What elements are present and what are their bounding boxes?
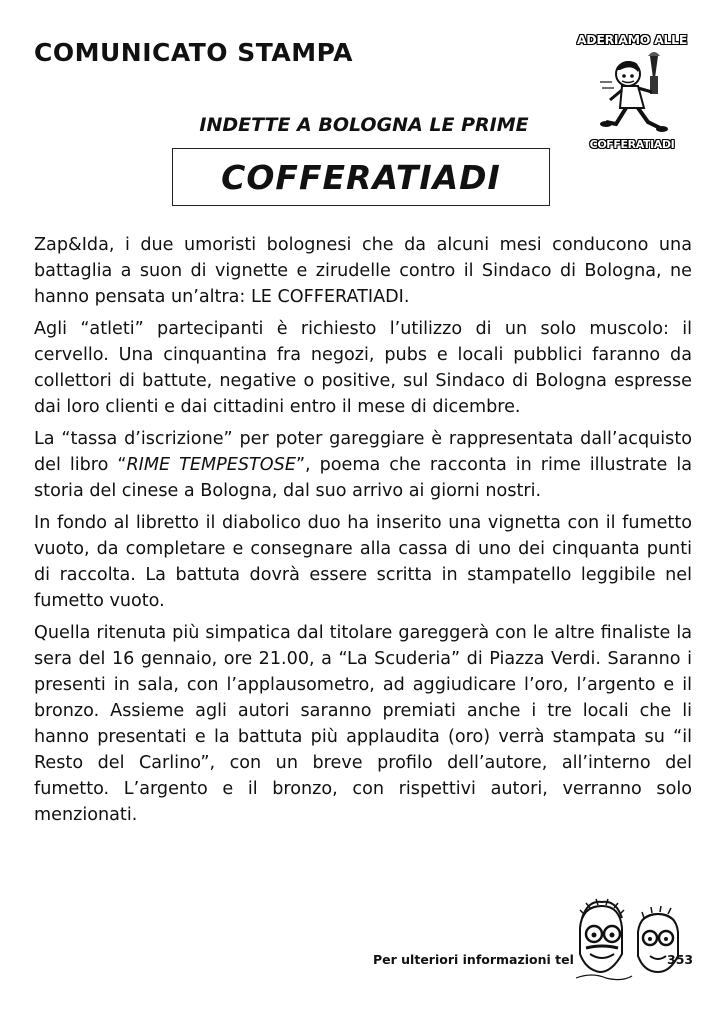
torch-runner-icon — [598, 52, 676, 138]
logo-top-text: ADERIAMO ALLE — [576, 32, 688, 47]
paragraph-1: Zap&Ida, i due umoristi bolognesi che da alcuni mesi conducono una battaglia a suon di vignette e zirudelle contro il Sindaco di Bologna, ne hanno pensata un’altra: LE COFFERATIADI. — [34, 235, 692, 307]
footer-phone-tail: 353 — [667, 952, 694, 967]
cartoon-faces-icon — [572, 898, 692, 982]
paragraph-3-after: ”, poema che racconta in rime illustrate la storia del cinese a Bologna, dal suo arrivo ai giorni nostri. — [34, 455, 692, 501]
footer-contact-text: Per ulteriori informazioni tel — [373, 952, 574, 967]
headline-title-box — [172, 148, 550, 206]
paragraph-4: In fondo al libretto il diabolico duo ha inserito una vignetta con il fumetto vuoto, da completare e consegnare alla cassa di uno dei cinquanta punti di raccolta. La battuta dovrà essere scritta in stampatello leggibile nel fumetto vuoto. — [34, 513, 692, 611]
page-title: COMUNICATO STAMPA — [34, 38, 353, 67]
headline-subtitle: INDETTE A BOLOGNA LE PRIME — [199, 114, 529, 136]
article-body — [34, 232, 692, 834]
headline-title: COFFERATIADI — [221, 157, 501, 197]
paragraph-2: Agli “atleti” partecipanti è richiesto l’utilizzo di un solo muscolo: il cervello. Una cinquantina fra negozi, pubs e locali pubblici faranno da collettori di battute, negative o positive, sul Sindaco di Bologna espresse dai loro clienti e dai cittadini entro il mese di dicembre. — [34, 319, 692, 417]
paragraph-3 — [34, 426, 692, 504]
paragraph-3-before: La “tassa d’iscrizione” per poter gareggiare è rappresentata dall’acquisto del libro “ — [34, 429, 692, 475]
logo-bottom-text: COFFERATIADI — [589, 138, 675, 151]
book-title: RIME TEMPESTOSE — [126, 455, 296, 475]
paragraph-5: Quella ritenuta più simpatica dal titolare gareggerà con le altre finaliste la sera del 16 gennaio, ore 21.00, a “La Scuderia” di Piazza Verdi. Saranno i presenti in sala, con l’applausometro, ad aggiudicare l’oro, l’argento e il bronzo. Assieme agli autori saranno premiati anche i tre locali che li hanno presentati e la battuta più applaudita (oro) verrà stampata su “il Resto del Carlino”, con un breve profilo dell’autore, all’interno del fumetto. L’argento e il bronzo, con rispettivi autori, verranno solo menzionati. — [34, 623, 692, 825]
